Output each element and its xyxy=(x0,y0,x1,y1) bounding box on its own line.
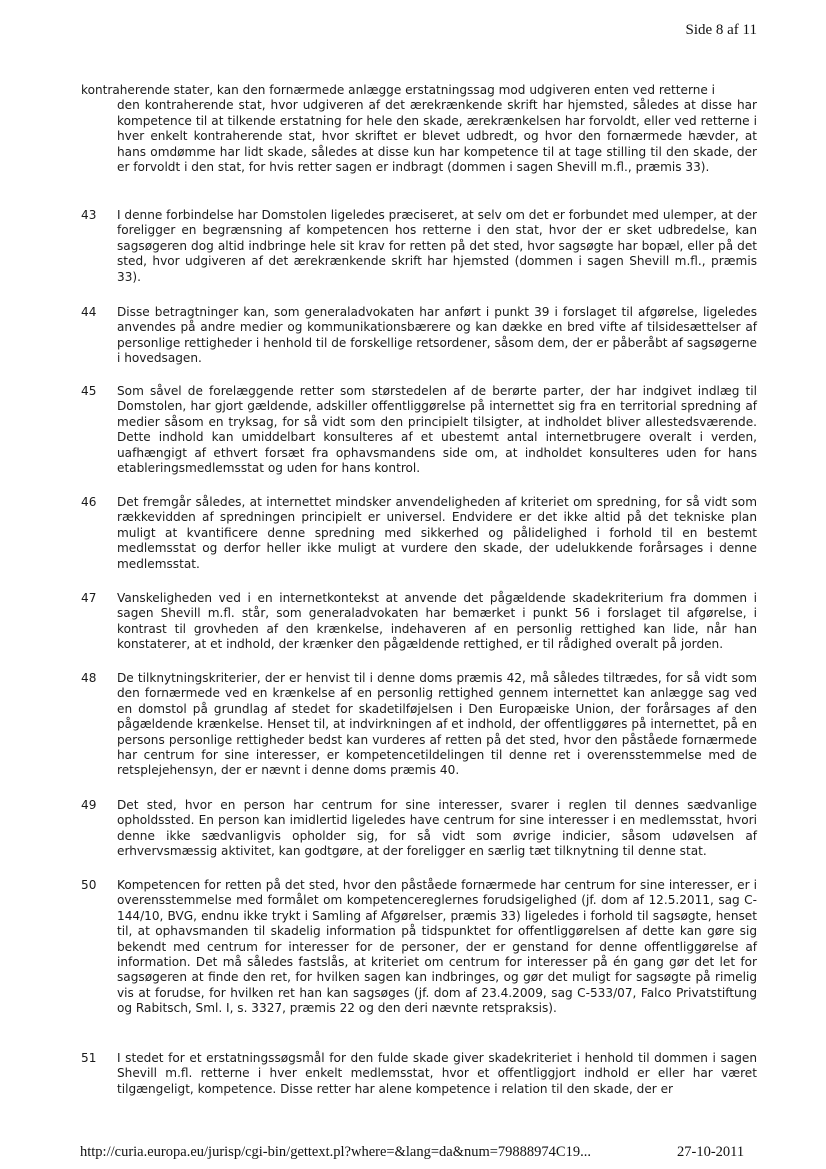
paragraph-number: 46 xyxy=(81,495,97,509)
paragraph-text: De tilknytningskriterier, der er henvist til i denne doms præmis 42, må således tiltrædes, for så vidt som den fornærmede ved en krænkelse af en personlig rettighed gennem internettet kan anlægge sag ved en domstol på grundlag af stedet for skadetilføjelsen i Den Europæiske Union, der forårsages af den pågældende krænkelse. Henset til, at indvirkningen af et indhold, der offentliggøres på internettet, på en persons personlige rettigheder bedst kan vurderes af retten på det sted, hvor den påståede fornærmede har centrum for sine interesser, er kompetencetildelingen til denne ret i overensstemmelse med de retsplejehensyn, der er nævnt i denne doms præmis 40. xyxy=(117,671,757,778)
paragraph-47 xyxy=(81,591,757,653)
paragraph-number: 47 xyxy=(81,591,97,605)
paragraph-text: I stedet for et erstatningssøgsmål for den fulde skade giver skadekriteriet i henhold til dommen i sagen Shevill m.fl. retterne i hver enkelt medlemsstat, hvor et offentliggjort indhold er eller har været tilgængeligt, kompetence. Disse retter har alene kompetence i relation til den skade, der er xyxy=(117,1051,757,1096)
paragraph-text: Disse betragtninger kan, som generaladvokaten har anført i punkt 39 i forslaget til afgørelse, ligeledes anvendes på andre medier og kommunikationsbærere og kan dække en bred vifte af tilsidesættelser af personlige rettigheder i henhold til de forskellige retsordener, såsom dem, der er påberåbt af sagsøgerne i hovedsagen. xyxy=(117,305,757,366)
paragraph-number: 50 xyxy=(81,878,97,892)
paragraph-text: Det sted, hvor en person har centrum for sine interesser, svarer i reglen til dennes sædvanlige opholdssted. En person kan imidlertid ligeledes have centrum for sine interesser i en medlemsstat, hvori denne ikke sædvanligvis opholder sig, for så vidt som øvrige indicier, såsom udøvelsen af erhvervsmæssig aktivitet, kan godtgøre, at der foreligger en særlig tæt tilknytning til denne stat. xyxy=(117,798,757,859)
paragraph-51 xyxy=(81,1051,757,1097)
paragraph-number: 48 xyxy=(81,671,97,685)
footer-url: http://curia.europa.eu/jurisp/cgi-bin/gettext.pl?where=&lang=da&num=79888974C19... xyxy=(80,1144,591,1160)
continued-text: den kontraherende stat, hvor udgiveren af det ærekrænkende skrift har hjemsted, således at disse har kompetence til at tilkende erstatning for hele den skade, ærekrænkelsen har forvoldt, eller ved retterne i hver enkelt kontraherende stat, hvor skriftet er blevet udbredt, og hvor den fornærmede hævder, at hans omdømme har lidt skade, således at disse kun har kompetence til at tage stilling til den skade, der er forvoldt i den stat, for hvis retter sagen er indbragt (dommen i sagen Shevill m.fl., præmis 33). xyxy=(117,98,757,175)
continued-paragraph xyxy=(81,83,757,175)
paragraph-text: Vanskeligheden ved i en internetkontekst at anvende det pågældende skadekriterium fra dommen i sagen Shevill m.fl. står, som generaladvokaten har bemærket i punkt 56 i forslaget til afgørelse, i kontrast til grovheden af den krænkelse, indehaveren af en personlig rettighed kan lide, når han konstaterer, at et indhold, der krænker den pågældende rettighed, er til rådighed overalt på jorden. xyxy=(117,591,757,652)
paragraph-50 xyxy=(81,878,757,1017)
paragraph-46 xyxy=(81,495,757,572)
paragraph-number: 51 xyxy=(81,1051,97,1065)
continued-first-line: kontraherende stater, kan den fornærmede anlægge erstatningssag mod udgiveren enten ved retterne i xyxy=(81,83,716,97)
paragraph-text: Som såvel de forelæggende retter som størstedelen af de berørte parter, der har indgivet indlæg til Domstolen, har gjort gældende, adskiller offentliggørelse på internettet sig fra en territorial spredning af medier såsom en tryksag, for så vidt som den principielt tilsigter, at indholdet bliver allestedsværende. Dette indhold kan umiddelbart konsulteres af et ubestemt antal internetbrugere overalt i verden, uafhængigt af ethvert forsæt fra ophavsmandens side om, at indholdet konsulteres uden for hans etableringsmedlemsstat og uden for hans kontrol. xyxy=(117,384,757,476)
paragraph-49 xyxy=(81,798,757,860)
paragraph-43 xyxy=(81,208,757,285)
paragraph-48 xyxy=(81,671,757,779)
paragraph-text: Kompetencen for retten på det sted, hvor den påståede fornærmede har centrum for sine interesser, er i overensstemmelse med formålet om kompetencereglernes forudsigelighed (jf. dom af 12.5.2011, sag C-144/10, BVG, endnu ikke trykt i Samling af Afgørelser, præmis 33) ligeledes i forhold til sagsøgte, henset til, at ophavsmanden til skadelig information på tidspunktet for offentliggørelsen af dette kan gøre sig bekendt med centrum for interesser for de personer, der er genstand for denne offentliggørelse af information. Det må således fastslås, at kriteriet om centrum for interesser på én gang gør det let for sagsøgeren at finde den ret, for hvilken sagen kan indbringes, og gør det muligt for sagsøgte på rimelig vis at forudse, for hvilken ret han kan sagsøges (jf. dom af 23.4.2009, sag C-533/07, Falco Privatstiftung og Rabitsch, Sml. I, s. 3327, præmis 22 og den deri nævnte retspraksis). xyxy=(117,878,757,1016)
paragraph-44 xyxy=(81,305,757,367)
paragraph-number: 43 xyxy=(81,208,97,222)
paragraph-number: 45 xyxy=(81,384,97,398)
page-number: Side 8 af 11 xyxy=(685,22,757,38)
paragraph-45 xyxy=(81,384,757,476)
paragraph-number: 49 xyxy=(81,798,97,812)
paragraph-number: 44 xyxy=(81,305,97,319)
paragraph-text: Det fremgår således, at internettet mindsker anvendeligheden af kriteriet om spredning, for så vidt som rækkevidden af spredningen principielt er universel. Endvidere er det ikke altid på det tekniske plan muligt at kvantificere denne spredning med sikkerhed og pålidelighed i forhold til en bestemt medlemsstat og derfor heller ikke muligt at vurdere den skade, der udelukkende forårsages i denne medlemsstat. xyxy=(117,495,757,571)
paragraph-text: I denne forbindelse har Domstolen ligeledes præciseret, at selv om det er forbundet med ulemper, at der foreligger en begrænsning af kompetencen hos retterne i den stat, hvor der er sket udbredelse, kan sagsøgeren dog altid indbringe hele sit krav for retten på det sted, hvor sagsøgte har bopæl, eller på det sted, hvor udgiveren af det ærekrænkende skrift har hjemsted (dommen i sagen Shevill m.fl., præmis 33). xyxy=(117,208,757,284)
footer-date: 27-10-2011 xyxy=(677,1144,745,1160)
page-footer xyxy=(80,1144,770,1161)
